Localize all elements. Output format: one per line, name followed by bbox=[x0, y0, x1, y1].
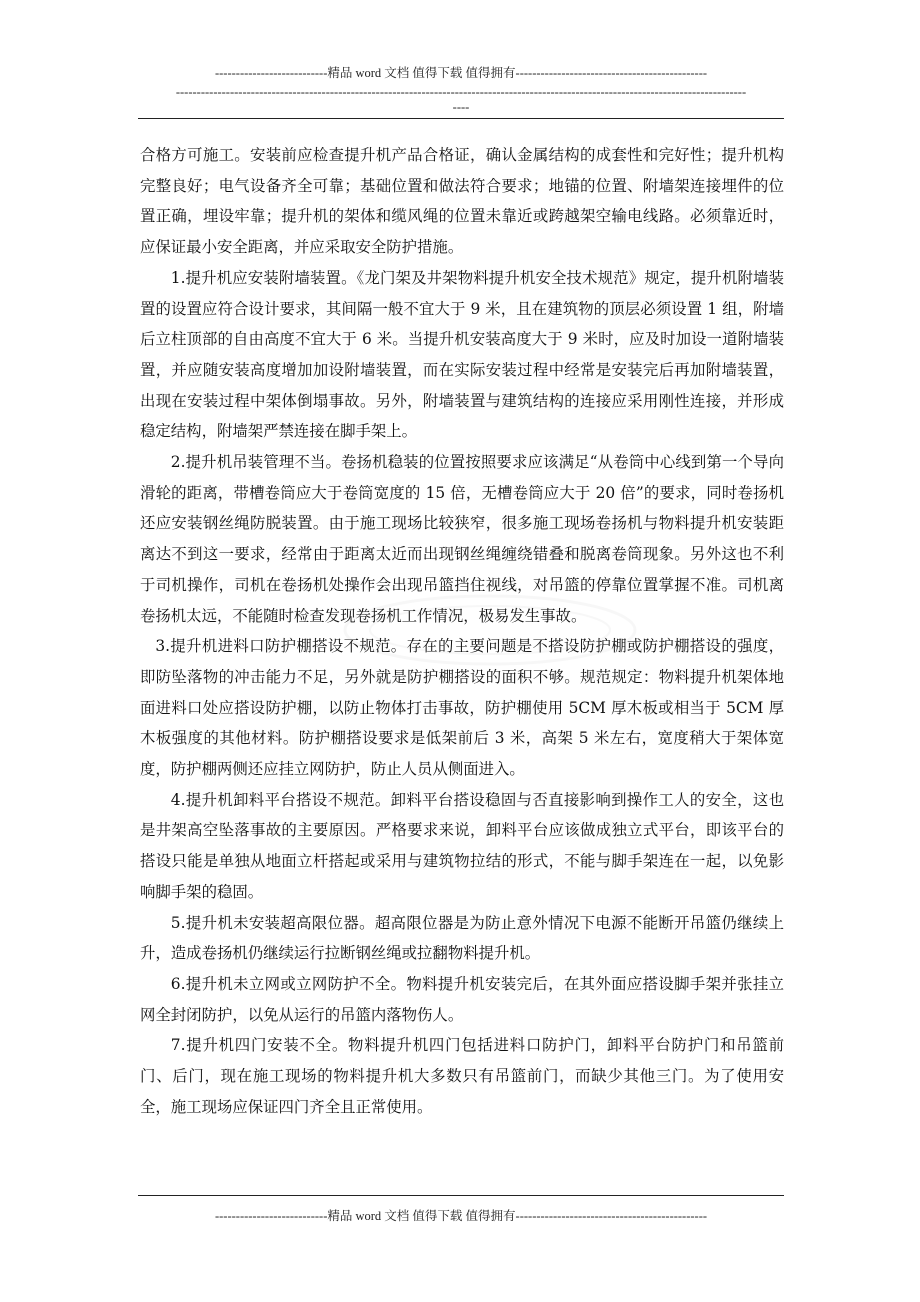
paragraph-6-safety-net: 6.提升机未立网或立网防护不全。物料提升机安装完后，在其外面应搭设脚手架并张挂立网全封闭防护，以免从运行的吊篮内落物伤人。 bbox=[140, 974, 784, 1024]
paragraph-3-protective-shed: 3.提升机进料口防护棚搭设不规范。存在的主要问题是不搭设防护棚或防护棚搭设的强度，即防坠落物的冲击能力不足，另外就是防护棚搭设的面积不够。规范规定：物料提升机架体地面进料口处应搭设防护棚，以防止物体打击事故，防护棚使用 5CM 厚木板或相当于 5CM 厚木板强度的其他材料。防护棚搭设要求是低架前后 3 米，高架 5 米左右，宽度稍大于架体宽度，防护棚两侧还应挂立网防护，防止人员从侧面进入。 bbox=[140, 637, 784, 779]
paragraph-4-unloading-platform: 4.提升机卸料平台搭设不规范。卸料平台搭设稳固与否直接影响到操作工人的安全，这也是井架高空坠落事故的主要原因。严格要求来说，卸料平台应该做成独立式平台，即该平台的搭设只能是单独从地面立杆搭起或采用与建筑物拉结的形式，不能与脚手架连在一起，以免影响脚手架的稳固。 bbox=[140, 790, 784, 901]
paragraph-intro: 合格方可施工。安装前应检查提升机产品合格证，确认金属结构的成套性和完好性；提升机构完整良好；电气设备齐全可靠；基础位置和做法符合要求；地锚的位置、附墙架连接埋件的位置正确，埋设牢靠；提升机的架体和缆风绳的位置未靠近或跨越架空输电线路。必须靠近时，应保证最小安全距离，并应采取安全防护措施。 bbox=[140, 146, 784, 257]
paragraph-2-hoisting-management: 2.提升机吊装管理不当。卷扬机稳装的位置按照要求应该满足“从卷筒中心线到第一个导向滑轮的距离，带槽卷筒应大于卷筒宽度的 15 倍，无槽卷筒应大于 20 倍”的要求，同时卷扬机还应安装钢丝绳防脱装置。由于施工现场比较狭窄，很多施工现场卷扬机与物料提升机安装距离达不到这一要求，经常由于距离太近而出现钢丝绳缠绕错叠和脱离卷筒现象。另外这也不利于司机操作，司机在卷扬机处操作会出现吊篮挡住视线，对吊篮的停靠位置掌握不准。司机离卷扬机太远，不能随时检查发现卷扬机工作情况，极易发生事故。 bbox=[140, 453, 784, 625]
header-dash-tail: ---- bbox=[452, 100, 470, 114]
page-footer: ---------------------------精品 word 文档 值得下载 值得拥有---------------------------------------------- bbox=[214, 1209, 708, 1223]
document-body bbox=[140, 140, 784, 1123]
paragraph-1-wall-attachment: 1.提升机应安装附墙装置。《龙门架及井架物料提升机安全技术规范》规定，提升机附墙装置的设置应符合设计要求，其间隔一般不宜大于 9 米，且在建筑物的顶层必须设置 1 组，附墙后立柱顶部的自由高度不宜大于 6 米。当提升机安装高度大于 9 米时，应及时加设一道附墙装置，并应随安装高度增加加设附墙装置，而在实际安装过程中经常是安装完后再加附墙装置，出现在安装过程中架体倒塌事故。另外，附墙装置与建筑结构的连接应采用刚性连接，并形成稳定结构，附墙架严禁连接在脚手架上。 bbox=[140, 268, 784, 441]
footer-rule bbox=[138, 1195, 784, 1196]
page-header bbox=[138, 64, 784, 114]
header-rule bbox=[138, 118, 784, 119]
paragraph-7-four-doors: 7.提升机四门安装不全。物料提升机四门包括进料口防护门，卸料平台防护门和吊篮前门、后门，现在施工现场的物料提升机大多数只有吊篮前门，而缺少其他三门。为了使用安全，施工现场应保证四门齐全且正常使用。 bbox=[140, 1036, 784, 1116]
header-dash-line: ----------------------------------------------------------------------------------------------------------------------------------------- bbox=[175, 85, 747, 99]
paragraph-5-height-limiter: 5.提升机未安装超高限位器。超高限位器是为防止意外情况下电源不能断开吊篮仍继续上升，造成卷扬机仍继续运行拉断钢丝绳或拉翻物料提升机。 bbox=[140, 913, 784, 963]
header-banner: ---------------------------精品 word 文档 值得下载 值得拥有---------------------------------------------- bbox=[214, 66, 708, 80]
